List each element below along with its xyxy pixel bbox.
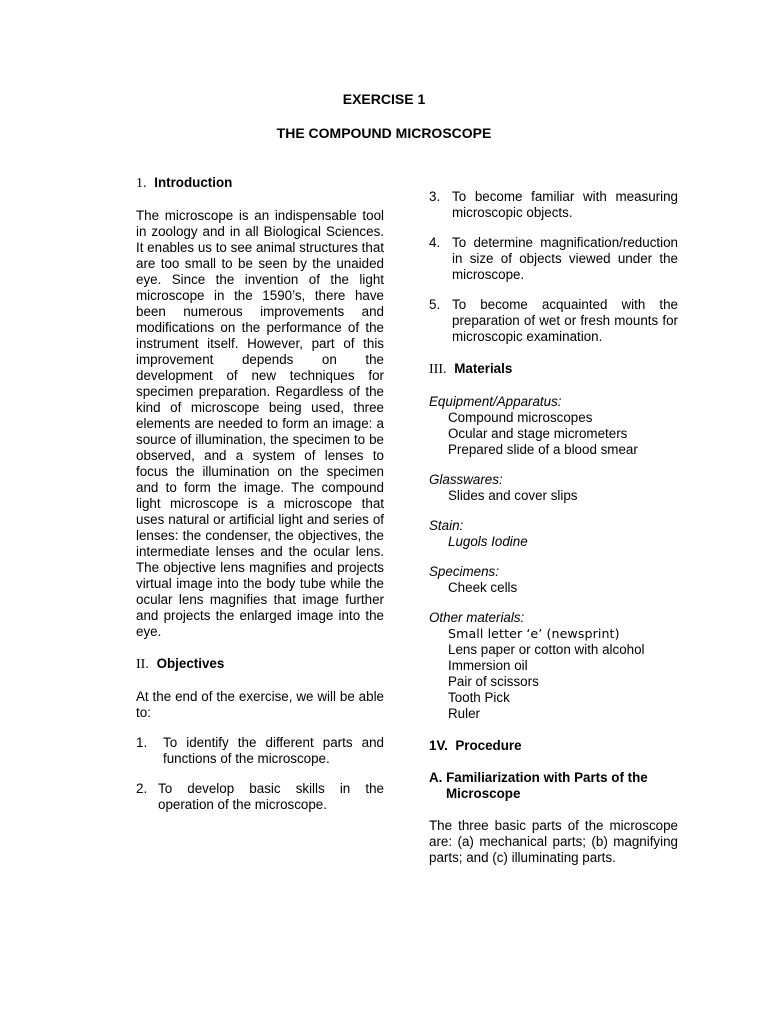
introduction-heading: [136, 175, 384, 192]
materials-heading: [429, 361, 678, 378]
objective-text: To identify the different parts and functions of the microscope.: [163, 735, 384, 766]
other-material-item: Tooth Pick: [448, 690, 510, 705]
section-title: Materials: [454, 361, 513, 376]
left-column: [136, 175, 384, 813]
objective-item: [136, 735, 384, 767]
equipment-item: Ocular and stage micrometers: [448, 426, 628, 441]
exercise-title: EXERCISE 1: [342, 91, 426, 107]
main-title: THE COMPOUND MICROSCOPE: [276, 125, 492, 141]
section-number: 1.: [136, 176, 147, 191]
objective-item: [429, 297, 678, 345]
objective-item: [136, 781, 384, 813]
objective-item: [429, 235, 678, 283]
objective-item: [429, 189, 678, 221]
equipment-label: Equipment/Apparatus:: [429, 394, 562, 409]
section-number: III.: [429, 362, 447, 377]
objective-text: To determine magnification/reduction in size of objects viewed under the microscope.: [452, 235, 678, 282]
section-title: Objectives: [156, 656, 225, 671]
objective-text: To become familiar with measuring microscopic objects.: [452, 189, 678, 220]
objectives-intro: At the end of the exercise, we will be able to:: [136, 689, 384, 720]
glassware-item: Slides and cover slips: [448, 488, 578, 503]
introduction-text: The microscope is an indispensable tool in zoology and in all Biological Sciences. It enables us to see animal structures that are too small to be seen by the unaided eye. Since the invention of the light microscope in the 1590’s, there have been numerous improvements and modifications on the performance of the instrument itself. However, part of this improvement depends on the development of new techniques for specimen preparation. Regardless of the kind of microscope being used, three elements are needed to form an image: a source of illumination, the specimen to be observed, and a system of lenses to focus the illumination on the specimen and to form the image. The compound light microscope is a microscope that uses natural or artificial light and series of lenses: the condenser, the objectives, the intermediate lenses and the ocular lens. The objective lens magnifies and projects virtual image into the body tube while the ocular lens magnifies that image further and projects the enlarged image into the eye.: [136, 208, 384, 639]
objective-number: 1.: [136, 735, 148, 750]
section-number: II.: [136, 657, 149, 672]
stain-label: Stain:: [429, 518, 464, 533]
procedure-subheading: [429, 770, 678, 802]
glassware-label: Glasswares:: [429, 472, 503, 487]
other-material-item: Pair of scissors: [448, 674, 539, 689]
subheading-line: Microscope: [446, 786, 521, 801]
subheading-line: A. Familiarization with Parts of the: [429, 770, 648, 785]
objective-number: 4.: [429, 235, 441, 250]
other-material-item: Lens paper or cotton with alcohol: [448, 642, 645, 657]
equipment-item: Compound microscopes: [448, 410, 593, 425]
objective-number: 2.: [136, 781, 148, 796]
other-material-item: Small letter ‘e’ (newsprint): [448, 626, 620, 641]
stain-item: Lugols Iodine: [448, 534, 528, 549]
procedure-heading: [429, 738, 678, 754]
specimen-item: Cheek cells: [448, 580, 518, 595]
objective-number: 3.: [429, 189, 441, 204]
equipment-item: Prepared slide of a blood smear: [448, 442, 638, 457]
section-number: 1V.: [429, 738, 448, 753]
objective-text: To become acquainted with the preparation of wet or fresh mounts for microscopic examination.: [452, 297, 678, 344]
procedure-text: The three basic parts of the microscope are: (a) mechanical parts; (b) magnifying parts; and (c) illuminating parts.: [429, 818, 678, 865]
objectives-heading: [136, 656, 384, 673]
specimens-label: Specimens:: [429, 564, 499, 579]
section-title: Introduction: [154, 175, 233, 190]
other-material-item: Ruler: [448, 706, 480, 721]
section-title: Procedure: [455, 738, 522, 753]
objective-number: 5.: [429, 297, 441, 312]
objective-text: To develop basic skills in the operation of the microscope.: [158, 781, 384, 812]
other-material-item: Immersion oil: [448, 658, 528, 673]
right-column: [429, 189, 678, 866]
other-materials-label: Other materials:: [429, 610, 525, 625]
